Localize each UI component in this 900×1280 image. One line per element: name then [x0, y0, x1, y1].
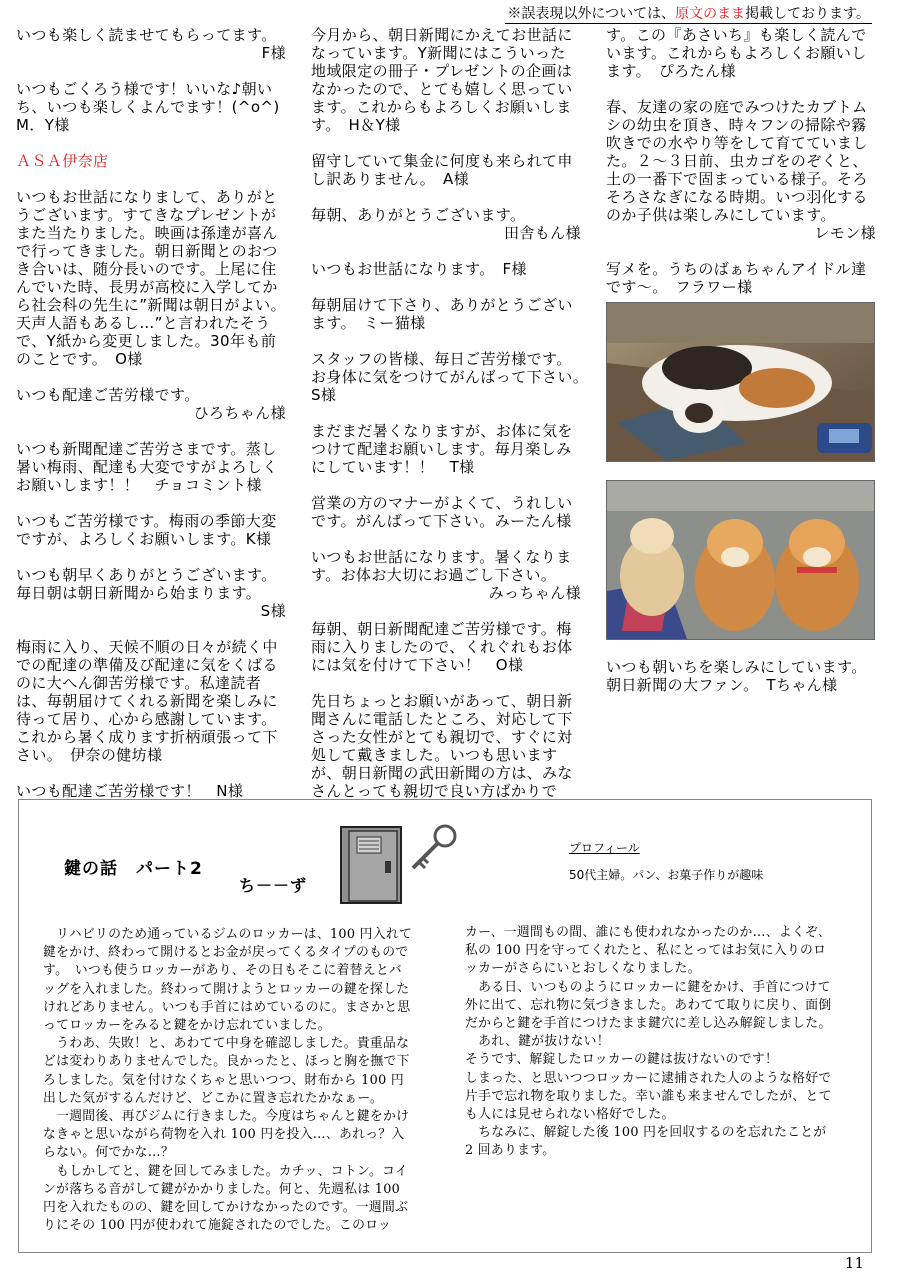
essay-paragraph: あれ、鍵が抜けない！ [465, 1034, 610, 1050]
reader-letter: 毎朝、朝日新聞配達ご苦労様です。梅雨に入りましたので、くれぐれもお体には気を付けて下さい！ O様 [311, 620, 573, 674]
reader-letter: 今月から、朝日新聞にかえてお世話になっています。Y新聞にはこういった地域限定の冊子・プレゼントの企画はなかったので、とても嬉しく思っています。これからもよろしくお願いします。 H＆Y様 [311, 26, 573, 134]
page-number: 11 [844, 1254, 864, 1272]
letters-column-3 [606, 26, 876, 712]
essay-paragraph: ある日、いつものようにロッカーに鍵をかけ、手首につけて外に出て、忘れ物に気づきました。あわてて取りに戻り、面倒だからと鍵を手首につけたまま鍵穴に差し込み解錠しました。 [465, 979, 832, 1032]
dogs-photo [606, 480, 875, 640]
essay-paragraph: もしかしてと、鍵を回してみました。カチッ、コトン。コインが落ちる音がして鍵がかかりました。何と、先週私は 100 円を入れたものの、鍵を回してかけなかったのです。一週間ぶりにその 100 円が使われて施錠されたのでした。このロッ [43, 1163, 409, 1234]
essay-paragraph: ちなみに、解錠した後 100 円を回収するのを忘れたことが 2 回あります。 [465, 1125, 827, 1159]
locker-icon [335, 825, 407, 907]
notice-prefix: ※誤表現以外については、 [507, 6, 676, 22]
store-heading: ＡＳＡ伊奈店 [16, 152, 109, 170]
reprint-notice [505, 6, 872, 24]
profile-label: プロフィール [569, 841, 640, 855]
essay-paragraph: うわあ、失敗！と、あわてて中身を確認しました。貴重品などは変わりありませんでした。良かったと、ほっと胸を撫で下ろしました。気を付けなくちゃと思いつつ、財布から 100 円出した気がするんだけど、どこかに置き忘れたかなぁー。 [43, 1036, 410, 1106]
reader-letter: いつも新聞配達ご苦労さまです。蒸し暑い梅雨、配達も大変ですがよろしくお願いします！！ チョコミント様 [16, 440, 278, 494]
reader-letter: いつも配達ご苦労様です。 ひろちゃん様 [16, 386, 286, 422]
essay-text-left [43, 926, 413, 1235]
letter-signature: レモン様 [814, 224, 876, 242]
notice-highlight: 原文のまま [675, 6, 746, 22]
essay-paragraph: 一週間後、再びジムに行きました。今度はちゃんと鍵をかけなきゃと思いながら荷物を入れ 100 円を投入…、あれっ？入らない。何でかな…？ [43, 1109, 410, 1161]
essay-paragraph: リハビリのため通っているジムのロッカーは、100 円入れて鍵をかけ、終わって開けるとお金が戻ってくるタイプのものです。 いつも使うロッカーがあり、その日もそこに着替えとバッグを入れました。終わって開けようとロッカーの鍵を探したけれどありません。いつも手首にはめているのに。まさかと思ってロッカーをみると鍵をかけ忘れていました。 [43, 927, 413, 1034]
reader-letter: いつも楽しく読ませてもらってます。 F様 [16, 26, 286, 62]
reader-letter: 毎朝届けて下さり、ありがとうございます。 ミー猫様 [311, 296, 573, 332]
essay-paragraph: そうです、解錠したロッカーの鍵は抜けないのです！ [465, 1052, 779, 1068]
profile-text: 50代主婦。パン、お菓子作りが趣味 [569, 868, 764, 882]
reader-letter: いつも朝早くありがとうございます。毎日朝は朝日新聞から始まります。 S様 [16, 566, 286, 620]
reader-letter: いつもお世話になりまして、ありがとうございます。すてきなプレゼントがまた当たりました。映画は孫達が喜んで行ってきました。朝日新聞とのおつき合いは、随分長いのです。上尾に住んでいた時、長男が高校に入学してから社会科の先生に”新聞は朝日がよい。天声人語もあるし…”と言われたそうで、Y紙から変更しました。30年も前のことです。 O様 [16, 188, 286, 368]
reader-letter: 留守していて集金に何度も来られて申し訳ありません。 A様 [311, 152, 573, 188]
reader-letter: スタッフの皆様、毎日ご苦労様です。お身体に気をつけてがんばって下さい。 S様 [311, 350, 597, 404]
essay-title: 鍵の話 パート2 [64, 859, 203, 879]
essay-paragraph: しまった、と思いつつロッカーに逮捕された人のような格好で片手で忘れ物を取りました。幸い誰も来ませんでしたが、とても人には見せられない格好でした。 [465, 1070, 832, 1123]
reader-letter: いつもお世話になります。暑くなります。お体お大切にお過ごし下さい。 みっちゃん様 [311, 548, 581, 602]
letters-column-1 [16, 26, 296, 818]
letter-signature: F様 [261, 44, 286, 62]
reader-letter: いつもごくろう様です！いいな♪朝いち、いつも楽しくよんでます！(^o^) M．Y様 [16, 80, 296, 134]
notice-suffix: 掲載しております。 [745, 6, 870, 22]
reader-letter: す。この『あさいち』も楽しく読んでいます。これからもよろしくお願いします。 ぴろたん様 [606, 26, 867, 80]
reader-letter: いつもご苦労様です。梅雨の季節大変ですが、よろしくお願いします。K様 [16, 512, 277, 548]
essay-text-right [465, 924, 835, 1161]
reader-letter: 先日ちょっとお願いがあって、朝日新聞さんに電話したところ、対応して下さった女性がとても親切で、すぐに対処して戴きました。いつも思いますが、朝日新聞の武田新聞の方は、みなさんとっても親切で良い方ばかりで [311, 692, 573, 800]
reader-letter: いつも朝いちを楽しみにしています。朝日新聞の大ファン。 Tちゃん様 [606, 658, 867, 694]
reader-letter: 梅雨に入り、天候不順の日々が続く中での配達の準備及び配達に気をくばるのに大へん御苦労様です。私達読者は、毎朝届けてくれる新聞を楽しみに待って居り、心から感謝しています。これから暑く成ります折柄頑張って下さい。 伊奈の健坊様 [16, 638, 278, 764]
reader-letter: 毎朝、ありがとうございます。 田舎もん様 [311, 206, 581, 242]
key-icon [407, 822, 459, 874]
reader-letter: 営業の方のマナーがよくて、うれしいです。がんばって下さい。みーたん様 [311, 494, 573, 530]
essay-author: ち－－ず [239, 876, 308, 895]
essay-box [18, 799, 872, 1253]
reader-letter: 写メを。うちのばぁちゃんアイドル達です～。 フラワー様 [606, 260, 867, 296]
letters-column-2 [311, 26, 597, 818]
cat-photo [606, 302, 875, 462]
letter-signature: ひろちゃん様 [193, 404, 286, 422]
letter-signature: S様 [260, 602, 286, 620]
letter-signature: 田舎もん様 [503, 224, 581, 242]
reader-letter: 春、友達の家の庭でみつけたカブトムシの幼虫を頂き、時々フンの掃除や霧吹きでの水やり等をして育てていました。２～３日前、虫カゴをのぞくと、土の一番下で固まっている様子。そろそろさなぎになる時期。いつ羽化するのか子供は楽しみにしています。 レモン様 [606, 98, 876, 242]
reader-letter: いつも配達ご苦労様です！ N様 [16, 782, 244, 800]
reader-letter: いつもお世話になります。 F様 [311, 260, 527, 278]
letter-signature: みっちゃん様 [488, 584, 581, 602]
essay-paragraph: カー、一週間もの間、誰にも使われなかったのか…、よくぞ、私の 100 円を守ってくれたと、私にとってはお気に入りのロッカーがさらにいとおしくなりました。 [465, 925, 831, 977]
reader-letter: まだまだ暑くなりますが、お体に気をつけて配達お願いします。毎月楽しみにしています！！ T様 [311, 422, 573, 476]
